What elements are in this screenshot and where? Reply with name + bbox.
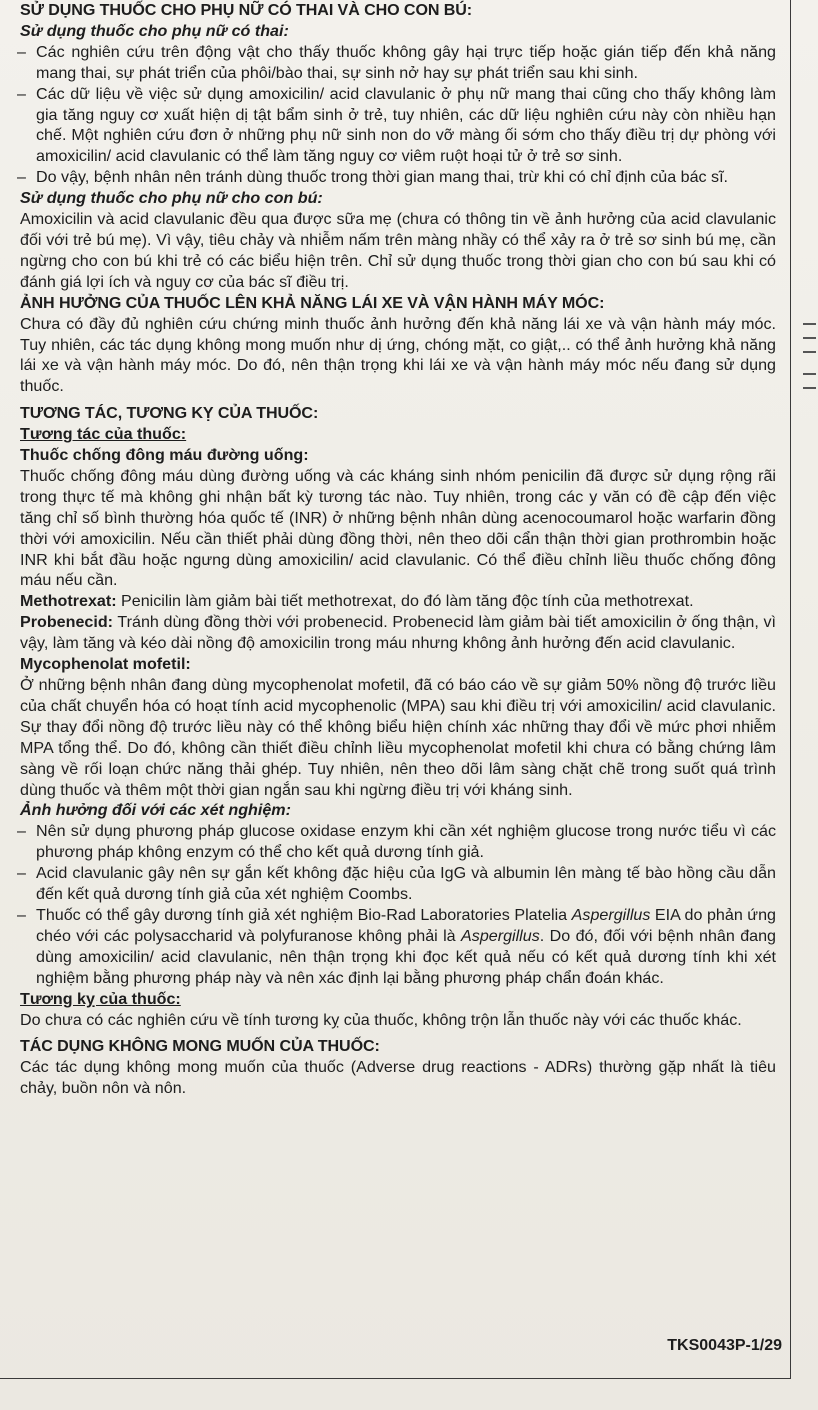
probenecid-text: Tránh dùng đồng thời với probenecid. Probenecid làm giảm bài tiết amoxicilin ở ống thận, vì vậy, làm tăng và kéo dài nồng độ amoxicilin trong máu nhưng không ảnh hưởng đến acid clavulanic.: [20, 613, 776, 653]
list-item: – Các nghiên cứu trên động vật cho thấy thuốc không gây hại trực tiếp hoặc gián tiếp đến khả năng mang thai, sự phát triển của phôi/bào thai, sự sinh nở hay sự phát triển sau khi sinh.: [20, 42, 776, 84]
section-driving-title: ẢNH HƯỞNG CỦA THUỐC LÊN KHẢ NĂNG LÁI XE VÀ VẬN HÀNH MÁY MÓC:: [20, 293, 605, 312]
driving-paragraph: Chưa có đầy đủ nghiên cứu chứng minh thuốc ảnh hưởng đến khả năng lái xe và vận hành máy móc. Tuy nhiên, các tác dụng không mong muốn như dị ứng, chóng mặt, co giật,.. có thể ảnh hưởng khả năng lái xe và vận hành máy móc. Do đó, nên thận trọng khi lái xe và vận hành máy móc nếu đang sử dụng thuốc.: [20, 314, 776, 396]
breastfeeding-paragraph: Amoxicilin và acid clavulanic đều qua được sữa mẹ (chưa có thông tin về ảnh hưởng của acid clavulanic đối với trẻ bú mẹ). Vì vậy, tiêu chảy và nhiễm nấm trên màng nhầy có thể xảy ra ở trẻ sơ sinh bú mẹ, cần ngừng cho con bú khi trẻ có các biểu hiện trên. Chỉ sử dụng thuốc trong thời gian cho con bú sau khi có đánh giá lợi ích và nguy cơ của bác sĩ điều trị.: [20, 210, 776, 291]
pregnancy-subtitle: Sử dụng thuốc cho phụ nữ có thai:: [20, 21, 289, 40]
mycophenolat-paragraph: Ở những bệnh nhân đang dùng mycophenolat mofetil, đã có báo cáo về sự giảm 50% nồng độ trước liều của chất chuyển hóa có hoạt tính acid mycophenolic (MPA) sau khi điều trị với amoxicilin/ acid clavulanic. Sự thay đổi nồng độ trước liều này có thể không biểu hiện chính xác những thay đổi về mức phơi nhiễm MPA tổng thể. Do đó, không cần thiết điều chỉnh liều mycophenolat mofetil khi chưa có bằng chứng lâm sàng về rối loạn chức năng thải ghép. Tuy nhiên, nên theo dõi lâm sàng chặt chẽ trong suốt quá trình dùng thuốc và thêm một thời gian ngắn sau khi ngừng điều trị với kháng sinh.: [20, 676, 776, 799]
incompatibility-paragraph: Do chưa có các nghiên cứu về tính tương kỵ của thuốc, không trộn lẫn thuốc này với các thuốc khác.: [20, 1010, 742, 1029]
probenecid-paragraph: [20, 612, 776, 654]
section-pregnancy-title: SỬ DỤNG THUỐC CHO PHỤ NỮ CÓ THAI VÀ CHO CON BÚ:: [20, 1, 473, 19]
methotrexat-paragraph: [20, 591, 776, 612]
probenecid-label: Probenecid:: [20, 613, 114, 632]
methotrexat-text: Penicilin làm giảm bài tiết methotrexat, do đó làm tăng độc tính của methotrexat.: [116, 592, 694, 611]
edge-marks: [803, 323, 817, 403]
list-item: – Nên sử dụng phương pháp glucose oxidase enzym khi cần xét nghiệm glucose trong nước tiểu vì các phương pháp không enzym có thể cho kết quả dương tính giả.: [20, 821, 776, 863]
lab3-text-b: EIA do phản ứng chéo với các polysaccharid và polyfuranose không phải là: [36, 905, 776, 945]
section-interactions-title: TƯƠNG TÁC, TƯƠNG KỴ CỦA THUỐC:: [20, 404, 319, 423]
lab3-italic-a: Aspergillus: [571, 905, 651, 924]
anticoagulant-paragraph: Thuốc chống đông máu dùng đường uống và các kháng sinh nhóm penicilin đã được sử dụng rộng rãi trong thực tế mà không ghi nhận bất kỳ tương tác nào. Tuy nhiên, trong các y văn có đề cập đến việc tăng chỉ số bình thường hóa quốc tế (INR) ở những bệnh nhân dùng acenocoumarol hoặc warfarin đồng thời với amoxicilin. Nếu cần thiết phải dùng đồng thời, nên theo dõi cẩn thận thời gian prothrombin hoặc INR khi bắt đầu hoặc ngưng dùng amoxicilin/ acid clavulanic. Có thể điều chỉnh liều thuốc chống đông máu nếu cần.: [20, 466, 776, 590]
list-item: [20, 905, 776, 989]
pregnancy-list: [20, 42, 776, 188]
anticoagulant-title: Thuốc chống đông máu đường uống:: [20, 446, 309, 465]
mycophenolat-title: Mycophenolat mofetil:: [20, 655, 191, 674]
document-code: TKS0043P-1/29: [667, 1337, 782, 1354]
methotrexat-label: Methotrexat:: [20, 592, 117, 611]
breastfeeding-subtitle: Sử dụng thuốc cho phụ nữ cho con bú:: [20, 189, 323, 208]
list-item: – Acid clavulanic gây nên sự gắn kết không đặc hiệu của IgG và albumin lên màng tế bào hồng cầu dẫn đến kết quả dương tính giả của xét nghiệm Coombs.: [20, 863, 776, 905]
list-item: – Các dữ liệu về việc sử dụng amoxicilin/ acid clavulanic ở phụ nữ mang thai cũng cho thấy không làm gia tăng nguy cơ xuất hiện dị tật bẩm sinh ở trẻ, tuy nhiên, các dữ liệu nghiên cứu này còn nhiều hạn chế. Một nghiên cứu đơn ở những phụ nữ sinh non do vỡ màng ối sớm cho thấy điều trị dự phòng với amoxicilin/ acid clavulanic có thể làm tăng nguy cơ viêm ruột hoại tử ở trẻ sơ sinh.: [20, 84, 776, 168]
lab3-text-a: Thuốc có thể gây dương tính giả xét nghiệm Bio-Rad Laboratories Platelia: [36, 905, 572, 924]
interactions-subtitle: Tương tác của thuốc:: [20, 425, 187, 444]
section-adr-title: TÁC DỤNG KHÔNG MONG MUỐN CỦA THUỐC:: [20, 1037, 380, 1056]
incompatibility-subtitle: Tương kỵ của thuốc:: [20, 989, 181, 1008]
adr-paragraph: Các tác dụng không mong muốn của thuốc (Adverse drug reactions - ADRs) thường gặp nhất là tiêu chảy, buồn nôn và nôn.: [20, 1058, 776, 1098]
lab-tests-list: [20, 821, 776, 988]
list-item: – Do vậy, bệnh nhân nên tránh dùng thuốc trong thời gian mang thai, trừ khi có chỉ định của bác sĩ.: [20, 167, 776, 188]
lab3-text-c: . Do đó, đối với bệnh nhân đang dùng amoxicilin/ acid clavulanic, nên thận trọng khi đọc kết quả nếu có kết quả dương tính khi xét nghiệm bằng phương pháp này và nên xác định lại bằng phương pháp chẩn đoán khác.: [36, 926, 776, 987]
lab-tests-title: Ảnh hưởng đối với các xét nghiệm:: [20, 801, 291, 820]
leaflet-content: [20, 0, 776, 1099]
lab3-italic-b: Aspergillus: [461, 926, 540, 945]
